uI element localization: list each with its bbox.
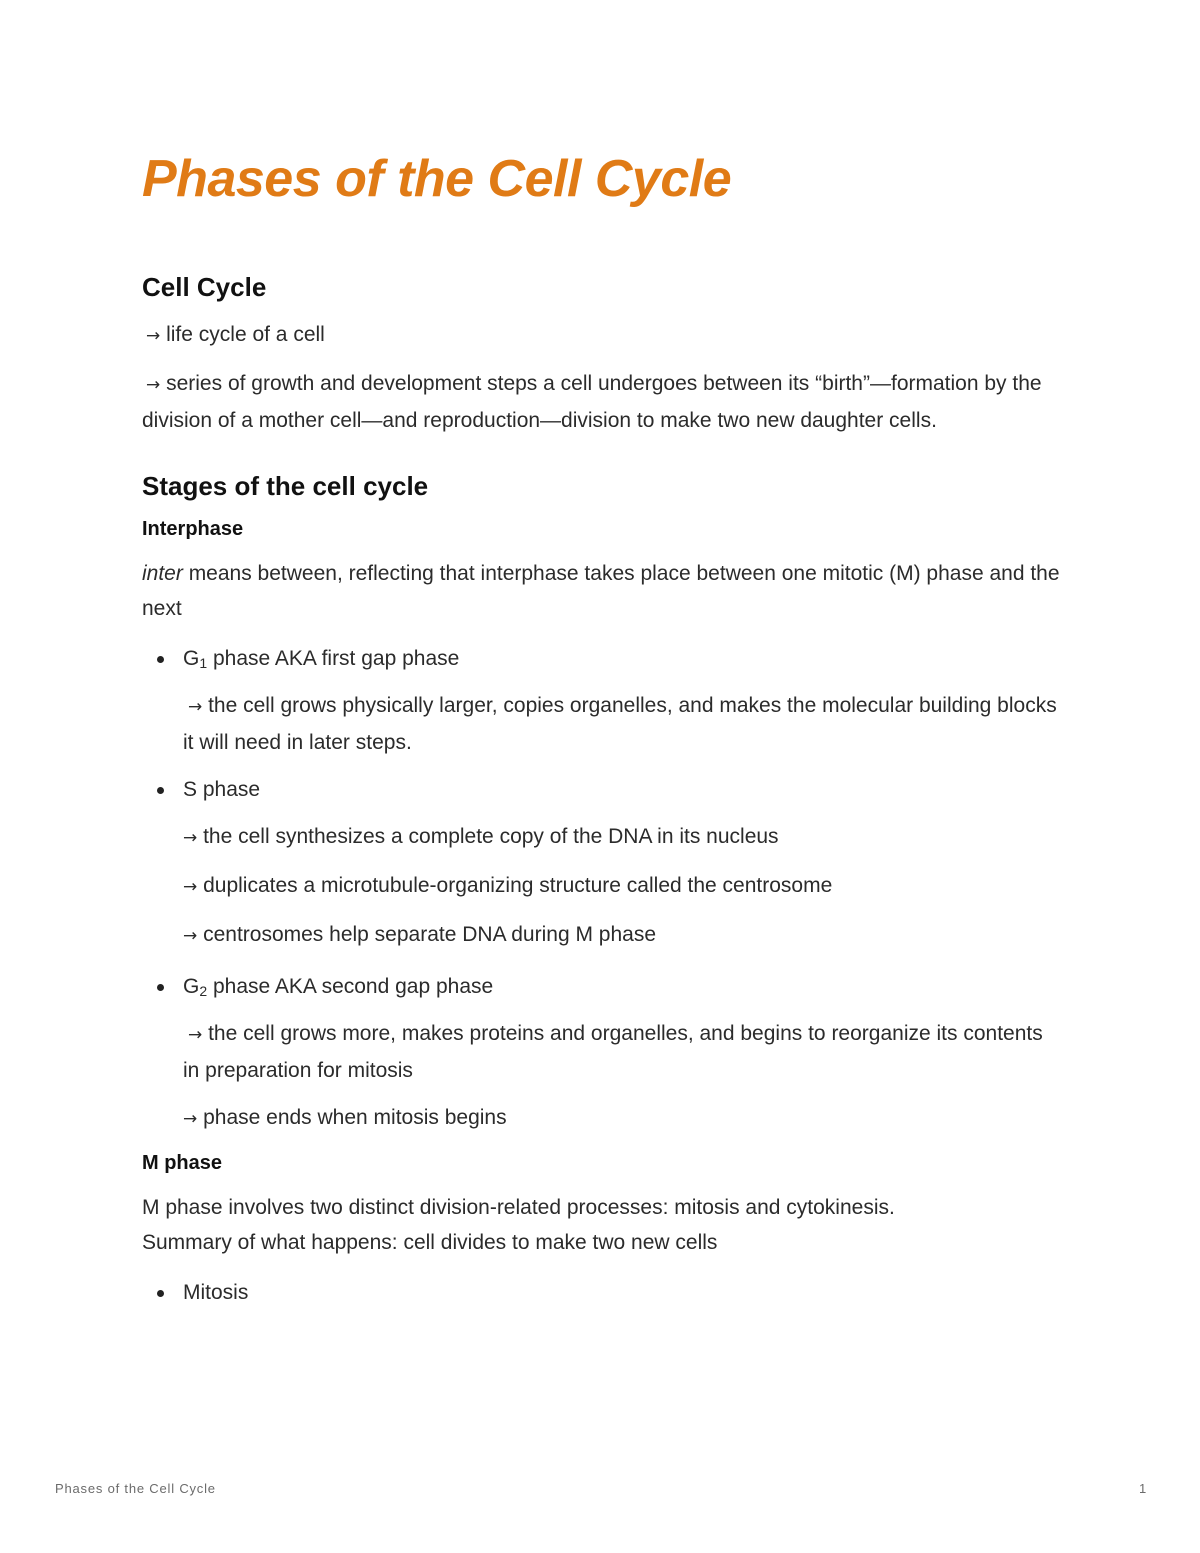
g1-label: phase AKA first gap phase <box>207 647 460 670</box>
g1-detail <box>142 688 1062 760</box>
cell-cycle-definition-2 <box>142 366 1062 438</box>
detail-text: duplicates a microtubule-organizing structure called the centrosome <box>203 874 833 897</box>
cell-cycle-definition-1 <box>142 317 1062 354</box>
arrow-icon: → <box>188 697 203 717</box>
m-phase-text-2: Summary of what happens: cell divides to make two new cells <box>142 1231 718 1254</box>
detail-text: the cell grows more, makes proteins and organelles, and begins to reorganize its contents in preparation for mitosis <box>183 1022 1043 1082</box>
interphase-intro-text: means between, reflecting that interphase takes place between one mitotic (M) phase and the next <box>142 562 1060 620</box>
g2-prefix: G <box>183 975 200 998</box>
s-label: S phase <box>183 778 261 801</box>
g2-subscript: 2 <box>199 983 208 999</box>
g2-detail-1 <box>142 1016 1062 1088</box>
footer-title: Phases of the Cell Cycle <box>55 1481 216 1496</box>
g2-detail-2 <box>142 1100 1062 1137</box>
footer-page-number: 1 <box>1138 1481 1147 1496</box>
detail-text: the cell grows physically larger, copies organelles, and makes the molecular building blocks it will need in later steps. <box>183 694 1057 754</box>
m-phase-heading: M phase <box>142 1152 223 1174</box>
arrow-icon: → <box>183 926 198 946</box>
list-item-g2 <box>142 969 1062 1004</box>
arrow-icon: → <box>146 326 161 346</box>
list-item-mitosis <box>142 1275 1062 1310</box>
g2-label: phase AKA second gap phase <box>207 975 494 998</box>
arrow-icon: → <box>183 877 198 897</box>
detail-text: phase ends when mitosis begins <box>203 1106 507 1129</box>
g1-prefix: G <box>183 647 200 670</box>
detail-text: the cell synthesizes a complete copy of the DNA in its nucleus <box>203 825 779 848</box>
interphase-heading: Interphase <box>142 518 244 540</box>
s-detail-2 <box>142 868 1062 905</box>
s-detail-1 <box>142 819 1062 856</box>
stages-heading: Stages of the cell cycle <box>142 471 429 501</box>
bullet-icon <box>157 984 164 991</box>
list-item-s <box>142 772 1062 807</box>
cell-cycle-heading: Cell Cycle <box>142 272 267 302</box>
definition-text: series of growth and development steps a cell undergoes between its “birth”—formation by the division of a mother cell—and reproduction—division to make two new daughter cells. <box>142 372 1042 432</box>
arrow-icon: → <box>183 828 198 848</box>
bullet-icon <box>157 787 164 794</box>
inter-emphasis: inter <box>142 562 183 585</box>
arrow-icon: → <box>146 375 161 395</box>
bullet-icon <box>157 1290 164 1297</box>
m-phase-text-1: M phase involves two distinct division-related processes: mitosis and cytokinesis. <box>142 1196 895 1219</box>
list-item-g1 <box>142 641 1062 676</box>
document-title: Phases of the Cell Cycle <box>142 150 732 208</box>
interphase-intro <box>142 556 1062 626</box>
document-content <box>142 148 1062 1310</box>
bullet-icon <box>157 656 164 663</box>
arrow-icon: → <box>188 1025 203 1045</box>
definition-text: life cycle of a cell <box>166 323 325 346</box>
arrow-icon: → <box>183 1109 198 1129</box>
detail-text: centrosomes help separate DNA during M phase <box>203 923 657 946</box>
mitosis-label: Mitosis <box>183 1281 249 1304</box>
g1-subscript: 1 <box>199 655 208 671</box>
s-detail-3 <box>142 917 1062 954</box>
